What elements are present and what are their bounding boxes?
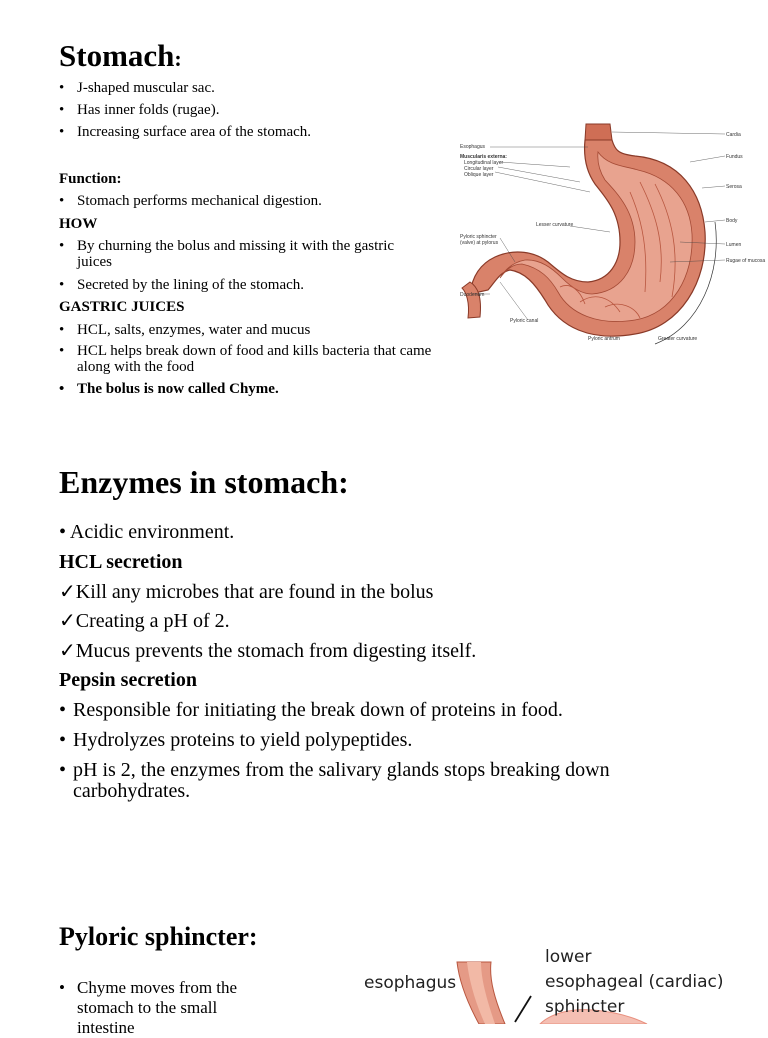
pyloric-bullet-text: Chyme moves from the stomach to the small intestine — [77, 978, 238, 1037]
bullet-dot: • — [59, 729, 67, 751]
stomach-title — [59, 38, 182, 77]
acidic-line: • Acidic environment. — [59, 521, 235, 543]
gastric-juices-heading: GASTRIC JUICES — [59, 299, 185, 315]
label-lumen: Lumen — [726, 242, 742, 248]
list-item: • Secreted by the lining of the stomach. — [59, 277, 409, 293]
label-pyloric-canal: Pyloric canal — [510, 318, 539, 324]
label-esophagus: Esophagus — [460, 144, 486, 150]
list-item: • Increasing surface area of the stomach. — [59, 124, 439, 140]
sphincter-pointer — [515, 996, 531, 1022]
stomach-intro-list — [59, 80, 439, 140]
label-pyloric-sphincter: Pyloric sphincter — [460, 234, 497, 240]
function-heading: Function: — [59, 171, 122, 187]
bullet-dot: • — [59, 978, 65, 997]
label-pyloric-sphincter-2: (valve) at pylorus — [460, 240, 499, 246]
stomach-title-colon: : — [174, 46, 182, 71]
label-pyloric-antrum: Pyloric antrum — [588, 336, 620, 342]
bullet-dot: • — [59, 699, 67, 721]
pepsin-item — [59, 760, 689, 802]
how-list — [59, 238, 409, 293]
label-circular: Circular layer — [464, 166, 494, 172]
label-cardia: Cardia — [726, 132, 741, 138]
label-lesser-curvature: Lesser curvature — [536, 222, 574, 228]
stomach-title-text: Stomach — [59, 38, 175, 73]
list-item: • Stomach performs mechanical digestion. — [59, 193, 439, 209]
pyloric-title: Pyloric sphincter: — [59, 922, 258, 951]
hcl-item: ✓Creating a pH of 2. — [59, 610, 230, 632]
list-item-bold: • The bolus is now called Chyme. — [59, 381, 439, 397]
label-longitudinal: Longitudinal layer — [464, 160, 504, 166]
label-lower: lower — [545, 947, 592, 967]
list-item: • By churning the bolus and missing it with the gastric juices — [59, 238, 409, 270]
pepsin-heading: Pepsin secretion — [59, 669, 197, 691]
hcl-item: ✓Mucus prevents the stomach from digesting itself. — [59, 640, 477, 662]
pepsin-item-text: pH is 2, the enzymes from the salivary glands stops breaking down carbohydrates. — [73, 759, 610, 802]
function-list — [59, 193, 439, 209]
gastric-list — [59, 322, 439, 397]
label-muscularis: Muscularis externa: — [460, 154, 507, 160]
pepsin-item-text: Responsible for initiating the break down of proteins in food. — [73, 699, 563, 721]
label-duodenum: Duodenum — [460, 292, 485, 298]
pepsin-item-text: Hydrolyzes proteins to yield polypeptides. — [73, 729, 413, 751]
list-item: • Has inner folds (rugae). — [59, 102, 439, 118]
list-item: • HCL, salts, enzymes, water and mucus — [59, 322, 439, 338]
label-sphincter: sphincter — [545, 997, 625, 1017]
label-greater-curvature: Greater curvature — [658, 336, 698, 342]
sphincter-diagram — [355, 940, 768, 1024]
list-item: • HCL helps break down of food and kills bacteria that came along with the food — [59, 343, 439, 375]
label-esophageal-cardiac: esophageal (cardiac) — [545, 972, 724, 992]
hcl-heading: HCL secretion — [59, 551, 183, 573]
pyloric-bullet — [59, 978, 269, 1038]
pepsin-item — [59, 730, 709, 751]
label-fundus: Fundus — [726, 154, 743, 160]
how-heading: HOW — [59, 216, 98, 232]
enzymes-title: Enzymes in stomach: — [59, 464, 349, 500]
pepsin-item — [59, 700, 709, 721]
label-oblique: Oblique layer — [464, 172, 494, 178]
label-serosa: Serosa — [726, 184, 742, 190]
stomach-anatomy-diagram — [440, 122, 768, 350]
bullet-dot: • — [59, 759, 67, 781]
esophagus-tube — [585, 124, 612, 140]
hcl-item: ✓Kill any microbes that are found in the bolus — [59, 581, 434, 603]
label-rugae: Rugae of mucosa — [726, 258, 766, 264]
list-item: • J-shaped muscular sac. — [59, 80, 439, 96]
label-body: Body — [726, 218, 738, 224]
label-esophagus: esophagus — [364, 973, 457, 993]
